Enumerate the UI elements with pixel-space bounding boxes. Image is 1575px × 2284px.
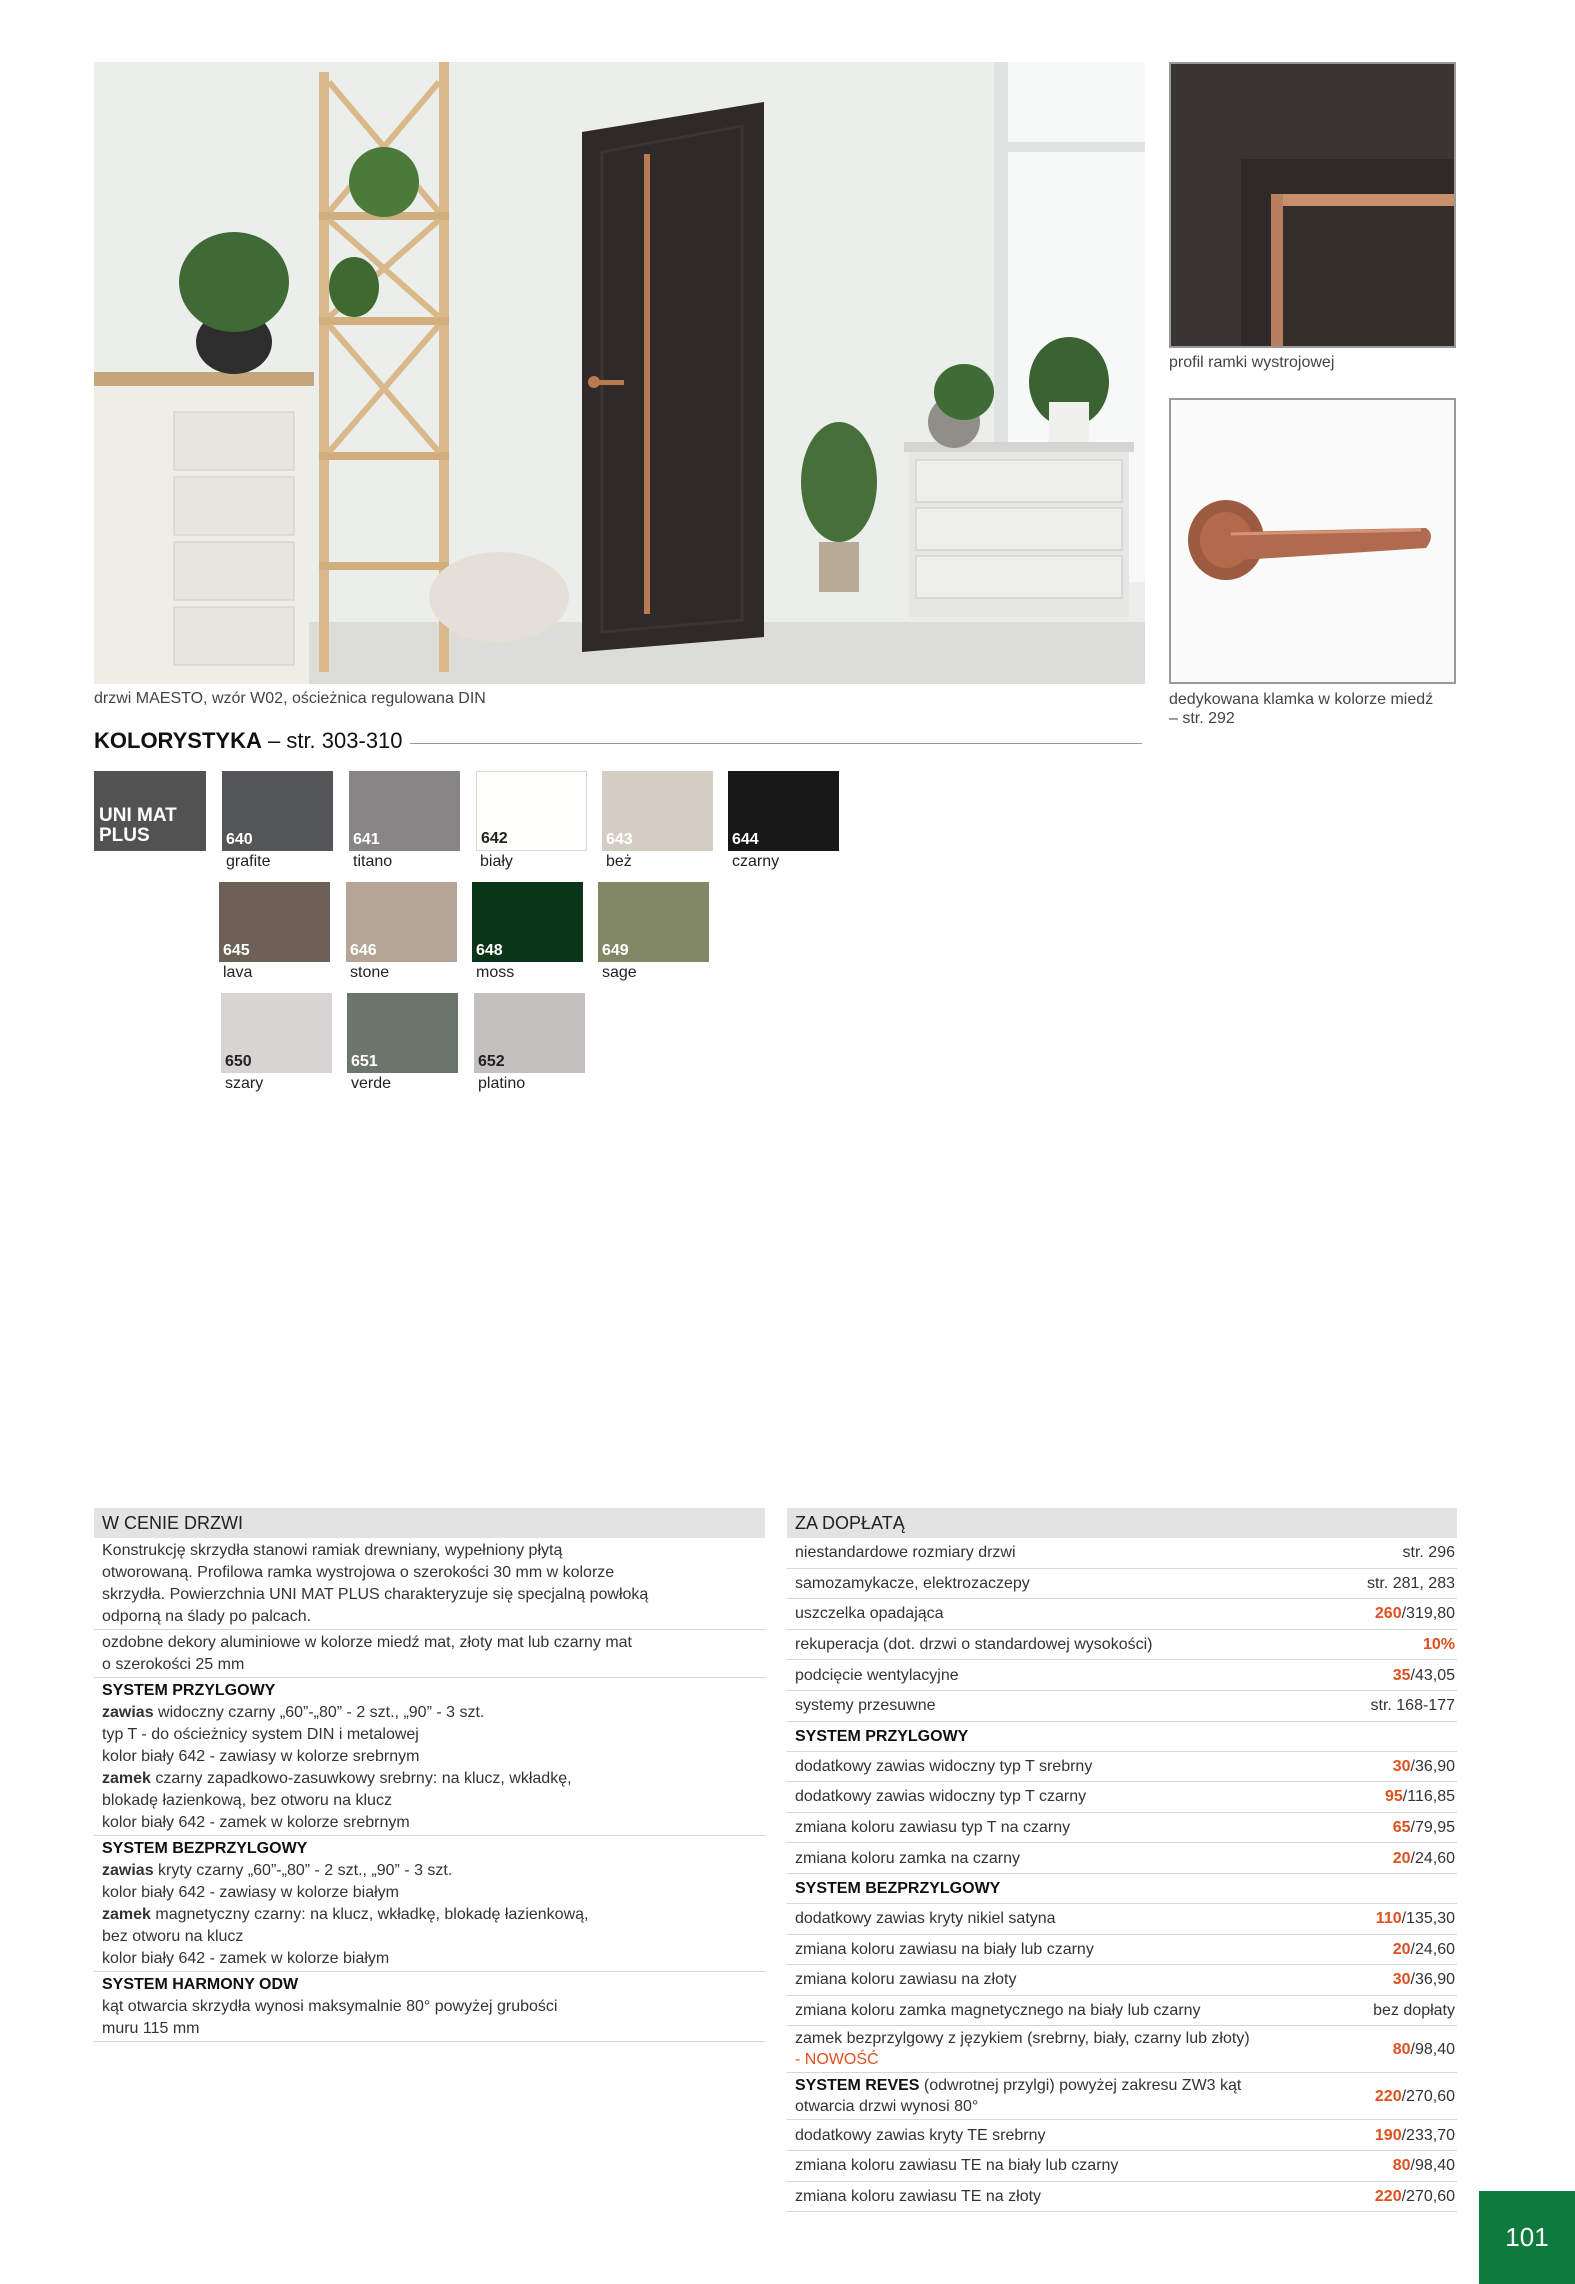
section-heading: SYSTEM PRZYLGOWY bbox=[102, 1682, 276, 1699]
row-value: str. 281, 283 bbox=[1366, 1574, 1455, 1592]
included-features-table bbox=[94, 1508, 765, 2042]
swatch-code: 640 bbox=[226, 831, 253, 848]
row-price bbox=[1393, 1939, 1455, 1960]
surcharge-row bbox=[787, 1782, 1457, 1813]
row-label: dodatkowy zawias kryty nikiel satyna bbox=[795, 1910, 1056, 1928]
net-price: 220 bbox=[1374, 2087, 1402, 2105]
text-line: skrzydła. Powierzchnia UNI MAT PLUS charakteryzuje się specjalną powłoką bbox=[102, 1586, 649, 1603]
construction-description bbox=[94, 1538, 765, 1630]
row-label: zmiana koloru zawiasu TE na złoty bbox=[795, 2187, 1042, 2205]
row-price bbox=[1393, 1848, 1455, 1869]
surcharge-row bbox=[787, 1538, 1457, 1569]
text-line: otworowaną. Profilowa ramka wystrojowa o szerokości 30 mm w kolorze bbox=[102, 1564, 615, 1581]
text-line bbox=[102, 1904, 757, 1926]
finish-badge-line1: UNI MAT bbox=[99, 805, 177, 826]
surcharge-table bbox=[787, 1508, 1457, 2212]
row-label: zamek bezprzylgowy z językiem (srebrny, biały, czarny lub złoty) bbox=[795, 2030, 1250, 2048]
swatch-name: titano bbox=[353, 853, 393, 870]
gross-price: /24,60 bbox=[1410, 1849, 1455, 1867]
swatch-code: 641 bbox=[353, 831, 380, 848]
swatch-code: 651 bbox=[351, 1053, 378, 1070]
text-line: typ T - do ościeżnicy system DIN i metalowej bbox=[102, 1726, 419, 1743]
net-price: 20 bbox=[1392, 1940, 1411, 1958]
net-price: 30 bbox=[1392, 1757, 1411, 1775]
net-price: 10% bbox=[1422, 1636, 1455, 1654]
surcharge-row bbox=[787, 2026, 1457, 2073]
copper-handle-caption-line2: – str. 292 bbox=[1169, 710, 1235, 727]
swatch-name: biały bbox=[480, 853, 513, 870]
row-price bbox=[1393, 1756, 1455, 1777]
row-price bbox=[1393, 1817, 1455, 1838]
swatch-645 bbox=[219, 882, 330, 962]
colors-section-title bbox=[94, 728, 403, 754]
swatch-650 bbox=[221, 993, 332, 1073]
surcharge-subheading: SYSTEM PRZYLGOWY bbox=[787, 1722, 1457, 1752]
surcharge-row bbox=[787, 1599, 1457, 1630]
row-label-line: otwarcia drzwi wynosi 80° bbox=[795, 2098, 979, 2116]
bold-term: zawias bbox=[102, 1704, 154, 1721]
finish-badge-line2: PLUS bbox=[99, 825, 150, 846]
interior-photo-illustration bbox=[94, 62, 1145, 684]
row-label-block bbox=[795, 2075, 1241, 2117]
row-label: rekuperacja (dot. drzwi o standardowej wysokości) bbox=[795, 1636, 1153, 1654]
text-line: blokadę łazienkową, bez otworu na klucz bbox=[102, 1792, 392, 1809]
net-price: 260 bbox=[1374, 1605, 1402, 1623]
surcharge-row bbox=[787, 1996, 1457, 2027]
decor-description bbox=[94, 1630, 765, 1678]
swatch-644 bbox=[728, 771, 839, 851]
net-price: 110 bbox=[1375, 1910, 1402, 1928]
surcharge-row bbox=[787, 2073, 1457, 2120]
text-line: muru 115 mm bbox=[102, 2020, 200, 2037]
frame-profile-illustration bbox=[1171, 64, 1454, 346]
rebated-system-section bbox=[94, 1678, 765, 1836]
gross-price: /98,40 bbox=[1410, 2040, 1455, 2058]
gross-price: /79,95 bbox=[1410, 1819, 1455, 1837]
swatch-code: 650 bbox=[225, 1053, 252, 1070]
row-price bbox=[1375, 1603, 1455, 1624]
swatch-name: beż bbox=[606, 853, 632, 870]
surcharge-row bbox=[787, 1691, 1457, 1722]
row-price bbox=[1423, 1634, 1455, 1655]
frame-profile-photo bbox=[1169, 62, 1456, 348]
text-line: Konstrukcję skrzydła stanowi ramiak drewniany, wypełniony płytą bbox=[102, 1542, 563, 1559]
row-label: samozamykacze, elektrozaczepy bbox=[795, 1574, 1030, 1592]
text-span: magnetyczny czarny: na klucz, wkładkę, blokadę łazienkową, bbox=[150, 1906, 589, 1923]
swatch-name: platino bbox=[478, 1075, 526, 1092]
row-price bbox=[1393, 1665, 1455, 1686]
swatch-643 bbox=[602, 771, 713, 851]
row-label: systemy przesuwne bbox=[795, 1697, 936, 1715]
bold-term: SYSTEM REVES bbox=[795, 2077, 920, 2095]
swatch-name: verde bbox=[351, 1075, 392, 1092]
row-label: zmiana koloru zamka magnetycznego na biały lub czarny bbox=[795, 2002, 1201, 2020]
row-price bbox=[1375, 2086, 1455, 2107]
text-span: (odwrotnej przylgi) powyżej zakresu ZW3 kąt bbox=[919, 2077, 1242, 2095]
swatch-code: 646 bbox=[350, 942, 377, 959]
row-label: dodatkowy zawias widoczny typ T czarny bbox=[795, 1788, 1087, 1806]
bold-term: zawias bbox=[102, 1862, 154, 1879]
swatch-641 bbox=[349, 771, 460, 851]
surcharge-row bbox=[787, 1965, 1457, 1996]
section-heading: SYSTEM BEZPRZYLGOWY bbox=[102, 1840, 308, 1857]
swatch-name: lava bbox=[223, 964, 253, 981]
swatch-name: szary bbox=[225, 1075, 264, 1092]
net-price: 80 bbox=[1392, 2040, 1411, 2058]
row-label-line bbox=[795, 2075, 1241, 2096]
row-value: bez dopłaty bbox=[1373, 2002, 1455, 2020]
text-line bbox=[102, 1702, 757, 1724]
swatch-name: moss bbox=[476, 964, 515, 981]
surcharge-row bbox=[787, 2151, 1457, 2182]
net-price: 20 bbox=[1392, 1849, 1411, 1867]
surcharge-row bbox=[787, 1904, 1457, 1935]
row-label: dodatkowy zawias widoczny typ T srebrny bbox=[795, 1757, 1093, 1775]
surcharge-row bbox=[787, 1660, 1457, 1691]
row-label: niestandardowe rozmiary drzwi bbox=[795, 1544, 1016, 1562]
swatch-code: 645 bbox=[223, 942, 250, 959]
row-price bbox=[1375, 2186, 1455, 2207]
row-label: zmiana koloru zawiasu typ T na czarny bbox=[795, 1819, 1071, 1837]
surcharge-row bbox=[787, 2120, 1457, 2151]
text-line: odporną na ślady po palcach. bbox=[102, 1608, 312, 1625]
text-line: kolor biały 642 - zawiasy w kolorze srebrnym bbox=[102, 1748, 420, 1765]
text-line: o szerokości 25 mm bbox=[102, 1656, 245, 1673]
swatch-code: 642 bbox=[481, 830, 508, 847]
net-price: 190 bbox=[1374, 2126, 1402, 2144]
net-price: 30 bbox=[1392, 1971, 1411, 1989]
row-label: uszczelka opadająca bbox=[795, 1605, 944, 1623]
swatch-code: 652 bbox=[478, 1053, 505, 1070]
gross-price: /233,70 bbox=[1401, 2126, 1455, 2144]
row-price bbox=[1393, 2155, 1455, 2176]
text-line: kąt otwarcia skrzydła wynosi maksymalnie 80° powyżej grubości bbox=[102, 1998, 558, 2015]
text-span: kryty czarny „60”-„80” - 2 szt., „90” - 3 szt. bbox=[153, 1862, 453, 1879]
copper-handle-illustration bbox=[1171, 400, 1454, 682]
swatch-name: czarny bbox=[732, 853, 780, 870]
bold-term: zamek bbox=[102, 1906, 151, 1923]
net-price: 35 bbox=[1392, 1666, 1411, 1684]
text-line: kolor biały 642 - zamek w kolorze białym bbox=[102, 1950, 390, 1967]
swatch-code: 649 bbox=[602, 942, 629, 959]
row-label: dodatkowy zawias kryty TE srebrny bbox=[795, 2126, 1046, 2144]
row-label: zmiana koloru zawiasu na biały lub czarny bbox=[795, 1940, 1094, 1958]
text-line: bez otworu na klucz bbox=[102, 1928, 244, 1945]
swatch-652 bbox=[474, 993, 585, 1073]
text-line bbox=[102, 1860, 757, 1882]
swatch-649 bbox=[598, 882, 709, 962]
section-heading: SYSTEM HARMONY ODW bbox=[102, 1976, 299, 1993]
surcharge-row bbox=[787, 1843, 1457, 1874]
gross-price: /36,90 bbox=[1410, 1757, 1455, 1775]
net-price: 80 bbox=[1392, 2157, 1411, 2175]
text-span: widoczny czarny „60”-„80” - 2 szt., „90” - 3 szt. bbox=[153, 1704, 485, 1721]
swatch-651 bbox=[347, 993, 458, 1073]
surcharge-row bbox=[787, 1813, 1457, 1844]
photo-caption: drzwi MAESTO, wzór W02, ościeżnica regulowana DIN bbox=[94, 690, 486, 707]
section-divider bbox=[410, 743, 1142, 744]
surcharge-row bbox=[787, 2182, 1457, 2213]
text-line bbox=[102, 1768, 757, 1790]
interior-door-photo bbox=[94, 62, 1145, 684]
text-line: ozdobne dekory aluminiowe w kolorze miedź mat, złoty mat lub czarny mat bbox=[102, 1634, 632, 1651]
row-price bbox=[1393, 2039, 1455, 2060]
text-line: kolor biały 642 - zawiasy w kolorze białym bbox=[102, 1884, 399, 1901]
harmony-system-section bbox=[94, 1972, 765, 2042]
page-number: 101 bbox=[1479, 2191, 1575, 2284]
surcharge-row bbox=[787, 1569, 1457, 1600]
row-label: zmiana koloru zamka na czarny bbox=[795, 1849, 1020, 1867]
row-value: str. 296 bbox=[1402, 1544, 1455, 1562]
gross-price: /270,60 bbox=[1401, 2187, 1455, 2205]
swatch-name: sage bbox=[602, 964, 637, 981]
flush-system-section bbox=[94, 1836, 765, 1972]
row-price bbox=[1385, 1786, 1455, 1807]
copper-handle-caption bbox=[1169, 690, 1433, 728]
swatch-code: 644 bbox=[732, 831, 759, 848]
surcharge-header: ZA DOPŁATĄ bbox=[787, 1508, 1457, 1538]
net-price: 220 bbox=[1374, 2187, 1402, 2205]
row-price bbox=[1376, 1908, 1455, 1929]
surcharge-row bbox=[787, 1752, 1457, 1783]
swatch-name: stone bbox=[350, 964, 390, 981]
row-price bbox=[1393, 1969, 1455, 1990]
gross-price: /36,90 bbox=[1410, 1971, 1455, 1989]
copper-handle-caption-line1: dedykowana klamka w kolorze miedź bbox=[1169, 691, 1434, 708]
text-line: kolor biały 642 - zamek w kolorze srebrnym bbox=[102, 1814, 410, 1831]
gross-price: /116,85 bbox=[1402, 1788, 1455, 1806]
row-label: zmiana koloru zawiasu na złoty bbox=[795, 1971, 1017, 1989]
bold-term: zamek bbox=[102, 1770, 151, 1787]
surcharge-row bbox=[787, 1630, 1457, 1661]
swatch-name: grafite bbox=[226, 853, 271, 870]
row-value: str. 168-177 bbox=[1370, 1697, 1455, 1715]
finish-badge bbox=[94, 771, 206, 851]
net-price: 65 bbox=[1392, 1819, 1411, 1837]
gross-price: /24,60 bbox=[1410, 1940, 1455, 1958]
new-badge: - NOWOŚĆ bbox=[795, 2051, 879, 2069]
row-label: zmiana koloru zawiasu TE na biały lub czarny bbox=[795, 2157, 1119, 2175]
swatch-648 bbox=[472, 882, 583, 962]
row-label-block bbox=[795, 2028, 1250, 2070]
gross-price: /43,05 bbox=[1410, 1666, 1455, 1684]
gross-price: /319,80 bbox=[1401, 1605, 1455, 1623]
gross-price: /135,30 bbox=[1401, 1910, 1455, 1928]
copper-handle-photo bbox=[1169, 398, 1456, 684]
colors-page-ref: – str. 303-310 bbox=[267, 728, 403, 753]
row-label: podcięcie wentylacyjne bbox=[795, 1666, 959, 1684]
net-price: 95 bbox=[1385, 1788, 1403, 1806]
frame-profile-caption: profil ramki wystrojowej bbox=[1169, 354, 1335, 371]
swatch-640 bbox=[222, 771, 333, 851]
swatch-code: 648 bbox=[476, 942, 503, 959]
row-price bbox=[1375, 2125, 1455, 2146]
gross-price: /270,60 bbox=[1401, 2087, 1455, 2105]
included-header: W CENIE DRZWI bbox=[94, 1508, 765, 1538]
swatch-code: 643 bbox=[606, 831, 633, 848]
colors-title: KOLORYSTYKA bbox=[94, 728, 262, 753]
swatch-642 bbox=[476, 771, 587, 851]
swatch-646 bbox=[346, 882, 457, 962]
gross-price: /98,40 bbox=[1410, 2157, 1455, 2175]
text-span: czarny zapadkowo-zasuwkowy srebrny: na klucz, wkładkę, bbox=[150, 1770, 572, 1787]
surcharge-row bbox=[787, 1935, 1457, 1966]
surcharge-subheading: SYSTEM BEZPRZYLGOWY bbox=[787, 1874, 1457, 1904]
